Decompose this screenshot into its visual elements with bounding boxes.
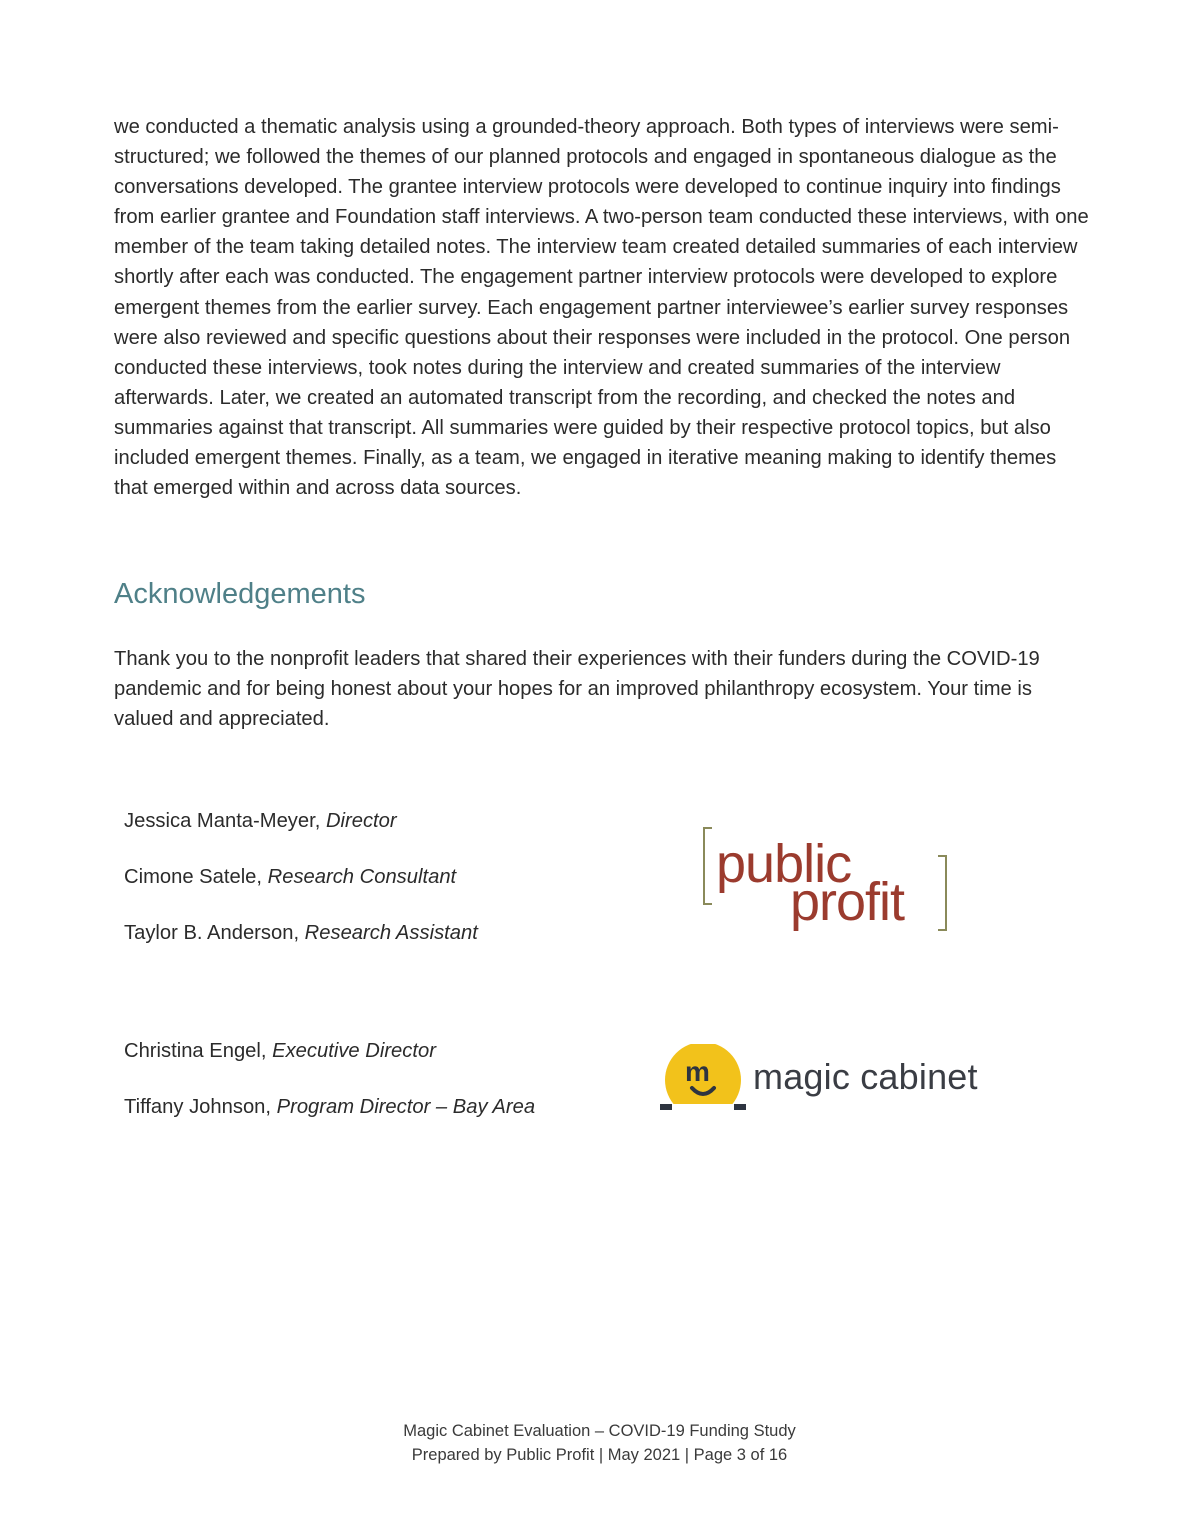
acknowledgements-heading: Acknowledgements	[114, 578, 366, 610]
member-role: Research Consultant	[267, 866, 457, 888]
team-member-taylor	[124, 920, 478, 946]
member-role: Director	[325, 810, 397, 832]
logo-line-profit: profit	[790, 872, 905, 932]
body-paragraph: we conducted a thematic analysis using a grounded-theory approach. Both types of interviews were semi-structured; we followed the themes of our planned protocols and engaged in spontaneous dialogue as the conversations developed. The grantee interview protocols were developed to continue inquiry into findings from earlier grantee and Foundation staff interviews. A two-person team conducted these interviews, with one member of the team taking detailed notes. The interview team created detailed summaries of each interview shortly after each was conducted. The engagement partner interview protocols were developed to explore emergent themes from the earlier survey. Each engagement partner interviewee’s earlier survey responses were also reviewed and specific questions about their responses were included in the protocol. One person conducted these interviews, took notes during the interview and created summaries of the interview afterwards. Later, we created an automated transcript from the recording, and checked the notes and summaries against that transcript. All summaries were guided by their respective protocol topics, but also included emergent themes. Finally, as a team, we engaged in iterative meaning making to identify themes that emerged within and across data sources.	[114, 116, 1089, 500]
team-member-christina	[124, 1038, 436, 1064]
member-name: Tiffany Johnson,	[124, 1096, 277, 1118]
footer-line-1: Magic Cabinet Evaluation – COVID-19 Funding Study	[403, 1422, 796, 1440]
magic-cabinet-logo	[660, 1044, 1000, 1114]
member-role: Executive Director	[272, 1040, 436, 1062]
member-role: Program Director – Bay Area	[276, 1096, 536, 1118]
team-member-jessica	[124, 808, 397, 834]
member-role: Research Assistant	[304, 922, 478, 944]
member-name: Taylor B. Anderson,	[124, 922, 305, 944]
logo-text-magic-cabinet: magic cabinet	[753, 1056, 978, 1097]
member-name: Jessica Manta-Meyer,	[124, 810, 326, 832]
acknowledgements-paragraph: Thank you to the nonprofit leaders that shared their experiences with their funders during the COVID-19 pandemic and for being honest about your hopes for an improved philanthropy ecosystem. Your time is valued and appreciated.	[114, 648, 1040, 731]
team-member-cimone	[124, 864, 456, 890]
member-name: Cimone Satele,	[124, 866, 268, 888]
public-profit-logo	[700, 822, 954, 936]
footer-line-2: Prepared by Public Profit | May 2021 | Page 3 of 16	[411, 1446, 788, 1464]
member-name: Christina Engel,	[124, 1040, 273, 1062]
team-member-tiffany	[124, 1094, 535, 1120]
logo-line-public: public	[716, 834, 852, 894]
logo-mark-m: m	[685, 1056, 710, 1087]
